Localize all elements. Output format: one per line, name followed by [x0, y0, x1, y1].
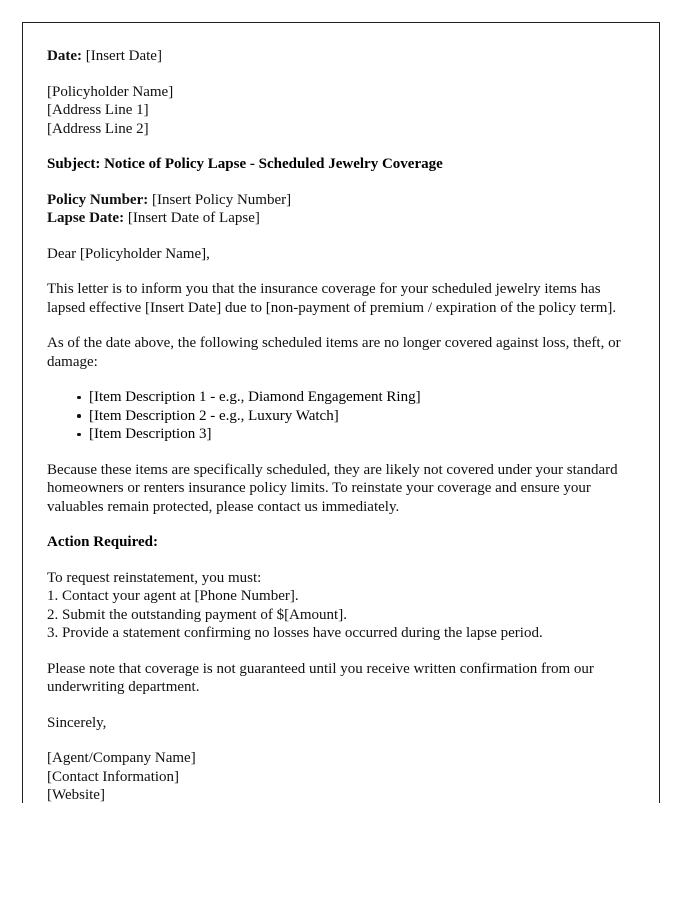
lapse-date-value: [Insert Date of Lapse] — [127, 210, 260, 226]
list-item — [47, 407, 631, 426]
signature-line: [Website] — [47, 787, 105, 803]
action-required-heading: Action Required: — [47, 534, 158, 550]
policy-number-label: Policy Number: — [47, 191, 149, 208]
list-item-label: [Item Description 1 - e.g., Diamond Engagement Ring] — [89, 389, 421, 405]
paragraph-disclaimer: Please note that coverage is not guaranteed until you receive written confirmation from our underwriting department. — [47, 660, 594, 695]
bullet-icon — [77, 433, 81, 437]
paragraph-lapse-notice: This letter is to inform you that the insurance coverage for your scheduled jewelry items has lapsed effective [Insert Date] due to [non-payment of premium / expiration of the policy term]. — [47, 281, 617, 316]
date-label: Date: — [47, 48, 82, 64]
address-line: [Address Line 1] — [47, 102, 149, 118]
action-step: 2. Submit the outstanding payment of $[Amount]. — [47, 606, 347, 623]
address-line: [Address Line 2] — [47, 120, 149, 137]
bullet-icon — [77, 414, 81, 418]
signature-block — [47, 749, 631, 805]
signature-line: [Contact Information] — [47, 768, 180, 785]
action-step: 3. Provide a statement confirming no losses have occurred during the lapse period. — [47, 625, 543, 641]
bullet-icon — [77, 396, 81, 400]
date-value: [Insert Date] — [85, 48, 162, 64]
document-page — [22, 22, 660, 803]
paragraph-items-intro: As of the date above, the following scheduled items are no longer covered against loss, theft, or damage: — [47, 335, 621, 370]
recipient-address-block — [47, 83, 631, 139]
salutation: Dear [Policyholder Name], — [47, 245, 210, 262]
scheduled-items-list — [47, 388, 631, 444]
subject-line: Subject: Notice of Policy Lapse - Scheduled Jewelry Coverage — [47, 156, 443, 172]
list-item-label: [Item Description 2 - e.g., Luxury Watch] — [89, 407, 339, 424]
signature-line: [Agent/Company Name] — [47, 750, 196, 766]
address-line: [Policyholder Name] — [47, 83, 174, 100]
lapse-date-line — [47, 209, 631, 228]
paragraph-coverage-gap: Because these items are specifically scheduled, they are likely not covered under your standard homeowners or renters insurance policy limits. To reinstate your coverage and ensure your valuables remain protected, please contact us immediately. — [47, 461, 618, 515]
action-step: 1. Contact your agent at [Phone Number]. — [47, 588, 299, 604]
policy-details-block — [47, 191, 631, 228]
closing: Sincerely, — [47, 714, 107, 731]
action-steps-block — [47, 569, 631, 643]
policy-number-value: [Insert Policy Number] — [151, 191, 292, 208]
letter-body — [47, 47, 631, 805]
policy-number-line — [47, 191, 631, 210]
date-line — [47, 47, 631, 66]
list-item — [47, 425, 631, 444]
list-item — [47, 388, 631, 407]
action-intro: To request reinstatement, you must: — [47, 569, 262, 586]
list-item-label: [Item Description 3] — [89, 426, 212, 442]
lapse-date-label: Lapse Date: — [47, 210, 125, 226]
